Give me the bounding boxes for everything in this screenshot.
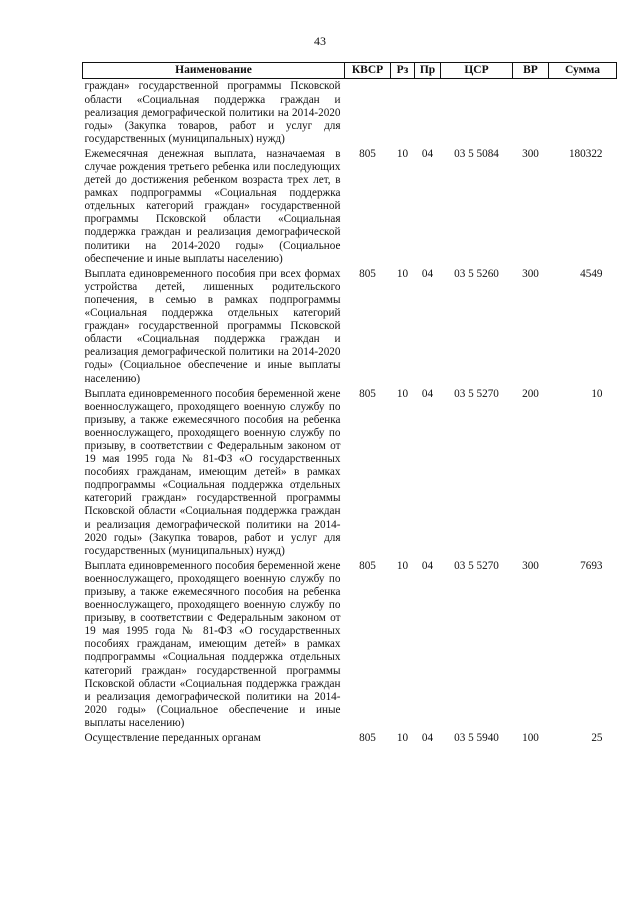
row-csr: 03 5 5270	[454, 387, 499, 400]
row-sum: 4549	[580, 267, 603, 280]
header-sum: Сумма	[549, 63, 617, 79]
header-vr: ВР	[513, 63, 549, 79]
table-row	[83, 147, 617, 267]
row-name: Ежемесячная денежная выплата, назначаемая в случае рождения третьего ребенка или последующих детей до достижения ребенком возраста трех лет, в рамках подпрограммы «Социальная поддержка отдельных категорий граждан» государственной программы Псковской области «Социальная поддержка граждан и реализация демографической политики на 2014-2020 годы» (Социальное обеспечение и иные выплаты населению)	[84, 147, 341, 265]
table-row	[83, 559, 617, 731]
row-csr: 03 5 5260	[454, 267, 499, 280]
row-vr: 300	[522, 147, 539, 160]
row-kvsr: 805	[359, 267, 376, 280]
row-vr: 300	[522, 559, 539, 572]
row-csr: 03 5 5940	[454, 732, 499, 745]
row-rz: 10	[396, 147, 409, 160]
row-kvsr: 805	[359, 387, 376, 400]
page-number: 43	[314, 34, 326, 48]
row-sum: 180322	[568, 147, 603, 160]
row-vr	[513, 79, 549, 147]
row-pr: 04	[421, 147, 434, 160]
row-pr: 04	[421, 732, 434, 745]
row-pr: 04	[421, 267, 434, 280]
budget-table	[82, 62, 617, 746]
row-kvsr: 805	[359, 147, 376, 160]
table-row	[83, 731, 617, 746]
row-rz: 10	[396, 267, 409, 280]
row-rz: 10	[396, 732, 409, 745]
row-sum: 7693	[580, 559, 603, 572]
table-row	[83, 387, 617, 559]
row-vr: 200	[522, 387, 539, 400]
row-kvsr: 805	[359, 732, 376, 745]
header-kvsr: КВСР	[345, 63, 391, 79]
row-rz: 10	[396, 387, 409, 400]
row-sum: 25	[591, 732, 603, 745]
header-csr: ЦСР	[441, 63, 513, 79]
header-name: Наименование	[83, 63, 345, 79]
row-name: граждан» государственной программы Псковской области «Социальная поддержка граждан и реализация демографической политики на 2014-2020 годы» (Закупка товаров, работ и услуг для государственных (муниципальных) нужд)	[84, 80, 341, 145]
header-rz: Рз	[391, 63, 415, 79]
row-csr: 03 5 5084	[454, 147, 499, 160]
row-kvsr: 805	[359, 559, 376, 572]
row-vr: 300	[522, 267, 539, 280]
row-pr: 04	[421, 559, 434, 572]
row-name: Выплата единовременного пособия при всех формах устройства детей, лишенных родительского попечения, в семью в рамках подпрограммы «Социальная поддержка отдельных категорий граждан» государственной программы Псковской области «Социальная поддержка граждан и реализация демографической политики на 2014-2020 годы» (Социальное обеспечение и иные выплаты населению)	[84, 267, 341, 385]
row-sum: 10	[591, 387, 603, 400]
table-row	[83, 267, 617, 387]
row-pr: 04	[421, 387, 434, 400]
row-name: Осуществление переданных органам	[84, 732, 261, 745]
row-vr: 100	[522, 732, 539, 745]
row-name: Выплата единовременного пособия беременной жене военнослужащего, проходящего военную службу по призыву, а также ежемесячного пособия на ребенка военнослужащего, проходящего военную службу по призыву, в соответствии с Федеральным законом от 19 мая 1995 года № 81-ФЗ «О государственных пособиях гражданам, имеющим детей» в рамках подпрограммы «Социальная поддержка отдельных категорий граждан» государственной программы Псковской области «Социальная поддержка граждан и реализация демографической политики на 2014-2020 годы» (Закупка товаров, работ и услуг для государственных (муниципальных) нужд)	[84, 387, 341, 557]
row-name: Выплата единовременного пособия беременной жене военнослужащего, проходящего военную службу по призыву, а также ежемесячного пособия на ребенка военнослужащего, проходящего военную службу по призыву, в соответствии с Федеральным законом от 19 мая 1995 года № 81-ФЗ «О государственных пособиях гражданам, имеющим детей» в рамках подпрограммы «Социальная поддержка отдельных категорий граждан» государственной программы Псковской области «Социальная поддержка граждан и реализация демографической политики на 2014-2020 годы» (Социальное обеспечение и иные выплаты населению)	[84, 559, 341, 729]
table-row	[83, 79, 617, 147]
row-rz	[391, 79, 415, 147]
header-pr: Пр	[415, 63, 441, 79]
row-csr	[441, 79, 513, 147]
row-rz: 10	[396, 559, 409, 572]
row-csr: 03 5 5270	[454, 559, 499, 572]
row-pr	[415, 79, 441, 147]
table-header-row	[83, 63, 617, 79]
row-sum	[549, 79, 617, 147]
row-kvsr	[345, 79, 391, 147]
